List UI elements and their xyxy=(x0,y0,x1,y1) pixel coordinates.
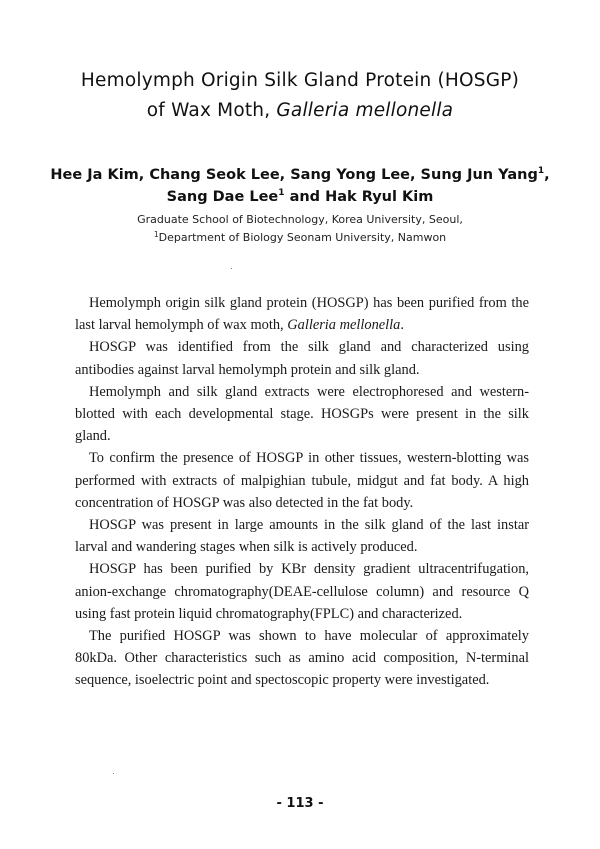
authors-group-1: Hee Ja Kim, Chang Seok Lee, Sang Yong Lee, Sung Jun Yang xyxy=(50,167,538,183)
author-list xyxy=(40,164,560,208)
authors-comma: , xyxy=(544,167,550,183)
abstract-paragraph-7: The purified HOSGP was shown to have molecular of approximately 80kDa. Other characteristics such as amino acid composition, N-terminal sequence, isoelectric point and spectoscopic property were investigated. xyxy=(75,628,529,689)
species-name: Galleria mellonella xyxy=(287,317,401,334)
abstract-text: . xyxy=(400,317,404,334)
title-line-2 xyxy=(40,96,560,126)
scan-speck xyxy=(231,268,232,269)
abstract-paragraph-4: To confirm the presence of HOSGP in other tissues, western-blotting was performed with extracts of malpighian tubule, midgut and fat body. A high concentration of HOSGP was also detected in the fat body. xyxy=(75,450,529,511)
affiliation-mark: 1 xyxy=(537,166,545,176)
paper-title xyxy=(40,66,560,126)
title-line-1: Hemolymph Origin Silk Gland Protein (HOSGP) xyxy=(80,70,520,91)
affiliation-seonam-text: Department of Biology Seonam University, Namwon xyxy=(158,231,447,244)
title-prefix: of Wax Moth, xyxy=(146,100,277,121)
author-line-2 xyxy=(40,186,560,208)
abstract-paragraph-2: HOSGP was identified from the silk gland and characterized using antibodies against larval hemolymph protein and silk gland. xyxy=(75,339,529,378)
abstract-paragraph-1 xyxy=(75,292,529,336)
abstract-body xyxy=(75,292,529,692)
author-sang-dae-lee: Sang Dae Lee xyxy=(166,189,279,205)
author-hak-ryul-kim: and Hak Ryul Kim xyxy=(284,189,434,205)
abstract-paragraph-3: Hemolymph and silk gland extracts were electrophoresed and western-blotted with each developmental stage. HOSGPs were present in the silk gland. xyxy=(75,383,529,445)
affiliation-seonam-university xyxy=(40,229,560,247)
affiliation-mark: 1 xyxy=(153,230,159,239)
affiliation-mark: 1 xyxy=(278,188,285,198)
affiliations xyxy=(40,211,560,247)
abstract-paragraph-6: HOSGP has been purified by KBr density gradient ultracentrifugation, anion-exchange chromatography(DEAE-cellulose column) and resource Q using fast protein liquid chromatography(FPLC) and characterized. xyxy=(75,561,529,622)
affiliation-korea-university: Graduate School of Biotechnology, Korea University, Seoul, xyxy=(137,213,463,226)
abstract-text: Hemolymph origin silk gland protein (HOSGP) has been purified from the last larval hemolymph of wax moth, xyxy=(75,295,529,334)
author-line-1 xyxy=(40,164,560,186)
abstract-paragraph-5: HOSGP was present in large amounts in the silk gland of the last instar larval and wandering stages when silk is actively produced. xyxy=(75,517,529,556)
title-species: Galleria mellonella xyxy=(276,100,454,121)
page-number: - 113 - xyxy=(276,796,324,811)
scan-speck xyxy=(113,773,114,774)
